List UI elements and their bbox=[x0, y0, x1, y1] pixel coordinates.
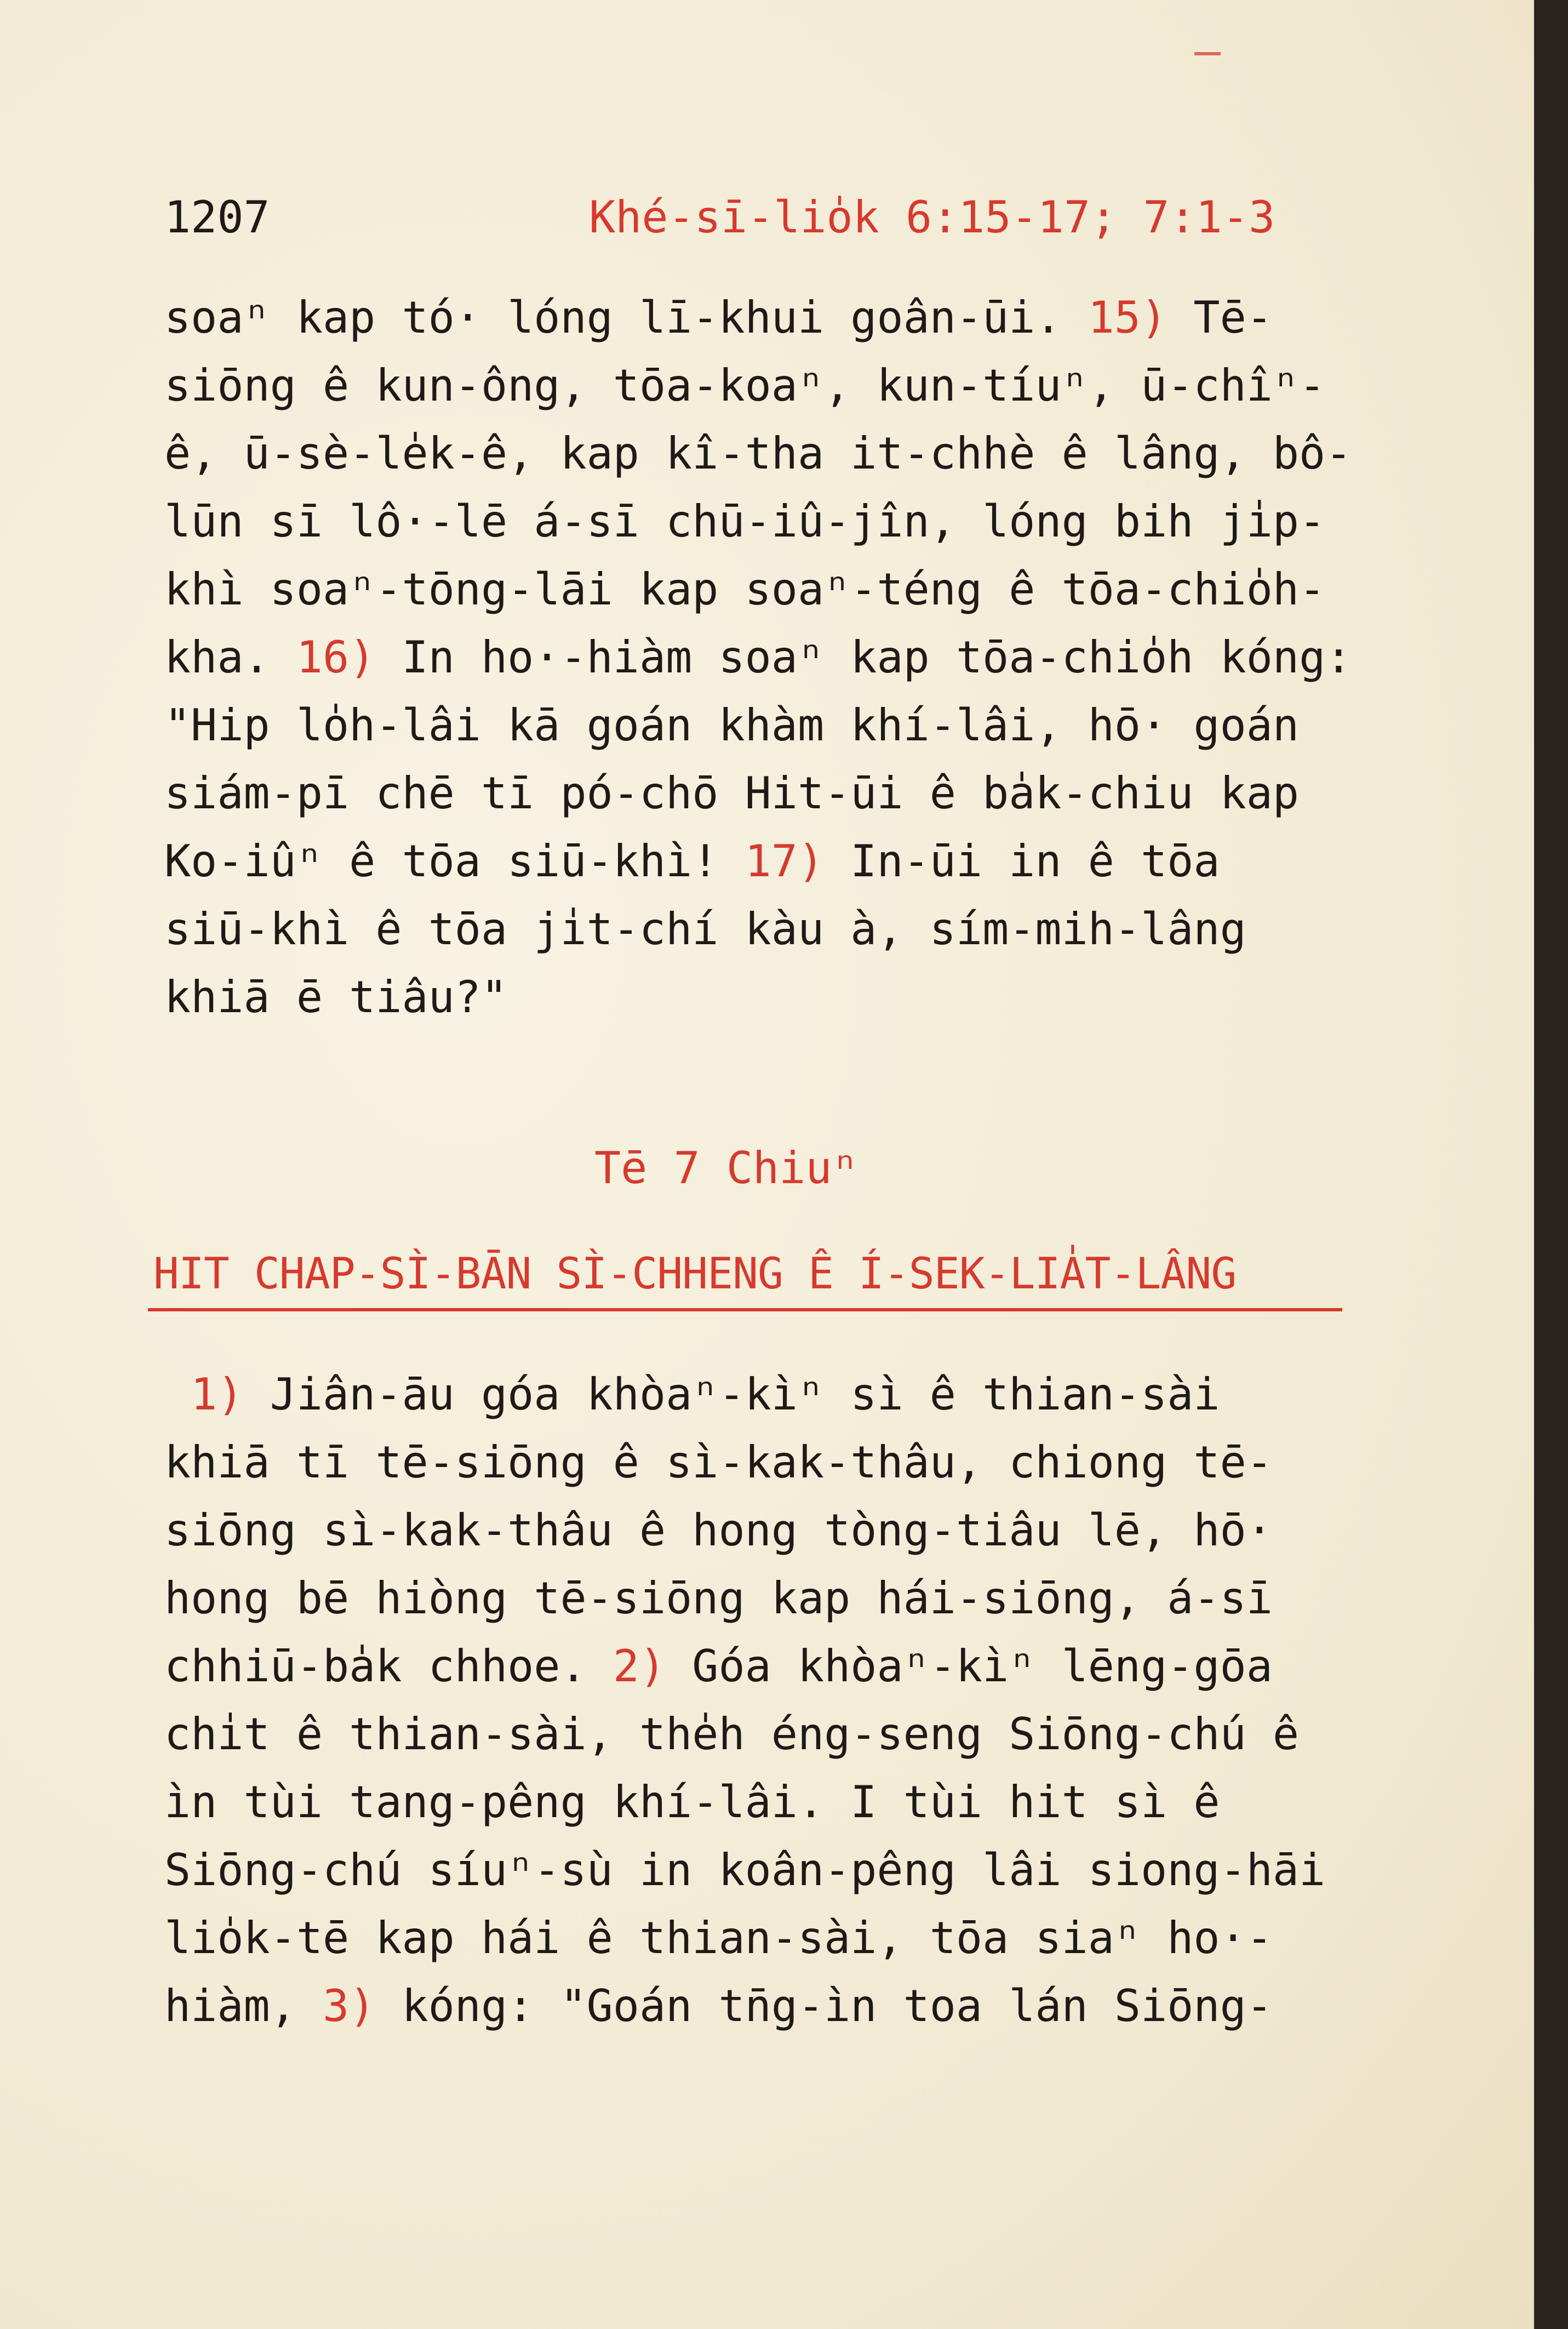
text-segment: ê, ū-sè-le̍k-ê, kap kî-tha it-chhè ê lâng, bô- bbox=[164, 428, 1352, 479]
text-line bbox=[164, 560, 1325, 620]
page-number: 1207 bbox=[164, 192, 270, 243]
text-segment: Jiân-āu góa khòaⁿ-kìⁿ sì ê thian-sài bbox=[243, 1369, 1220, 1420]
text-segment: In ho·-hiàm soaⁿ kap tōa-chio̍h kóng: bbox=[375, 632, 1352, 683]
verse-number: 1) bbox=[191, 1369, 244, 1420]
text-segment: chi̍t ê thian-sài, the̍h éng-seng Siōng-chú ê bbox=[164, 1709, 1300, 1760]
text-line bbox=[164, 492, 1325, 552]
verse-number: 2) bbox=[613, 1641, 666, 1692]
text-segment: Tē- bbox=[1167, 292, 1273, 343]
margin-mark bbox=[1194, 52, 1221, 55]
text-segment: Góa khòaⁿ-kìⁿ lēng-gōa bbox=[666, 1641, 1273, 1692]
verse-number: 15) bbox=[1088, 292, 1168, 343]
section-underline bbox=[148, 1308, 1342, 1311]
text-segment: In-ūi in ê tōa bbox=[824, 836, 1220, 887]
text-segment: kóng: "Goán tn̄g-ìn toa lán Siōng- bbox=[375, 1980, 1273, 2031]
text-line bbox=[164, 1772, 1220, 1833]
running-header: Khé-sī-lio̍k 6:15-17; 7:1-3 bbox=[589, 192, 1275, 243]
text-line bbox=[164, 356, 1325, 416]
verse-number: 16) bbox=[296, 632, 376, 683]
section-title: HIT CHAP-SÌ-BĀN SÌ-CHHENG Ê Í-SEK-LIA̍T-LÂNG bbox=[153, 1249, 1237, 1299]
text-segment: hong bē hiòng tē-siōng kap hái-siōng, á-sī bbox=[164, 1573, 1273, 1624]
text-line bbox=[164, 1432, 1273, 1493]
text-line bbox=[164, 1365, 1220, 1425]
text-segment bbox=[164, 1369, 191, 1420]
text-line bbox=[164, 1840, 1325, 1900]
text-line bbox=[164, 424, 1352, 484]
text-segment: Ko-iûⁿ ê tōa siū-khì! bbox=[164, 836, 745, 887]
chapter-heading: Tē 7 Chiuⁿ bbox=[594, 1143, 859, 1194]
text-segment: khiā ē tiâu?" bbox=[164, 972, 508, 1023]
text-segment: lūn sī lô·-lē á-sī chū-iû-jîn, lóng bih ji̍p- bbox=[164, 496, 1326, 547]
text-line bbox=[164, 695, 1299, 756]
verse-number: 17) bbox=[745, 836, 825, 887]
text-line bbox=[164, 831, 1220, 892]
text-line bbox=[164, 1908, 1273, 1968]
text-line bbox=[164, 1976, 1273, 2036]
text-segment: khì soaⁿ-tōng-lāi kap soaⁿ-téng ê tōa-chio̍h- bbox=[164, 564, 1326, 615]
text-line bbox=[164, 288, 1273, 348]
text-segment: hiàm, bbox=[164, 1980, 323, 2031]
text-segment: siū-khì ê tōa ji̍t-chí kàu à, sím-mih-lâng bbox=[164, 904, 1246, 955]
text-segment: Siōng-chú síuⁿ-sù in koân-pêng lâi siong-hāi bbox=[164, 1845, 1326, 1896]
text-line bbox=[164, 763, 1299, 824]
text-segment: siám-pī chē tī pó-chō Hit-ūi ê ba̍k-chiu kap bbox=[164, 768, 1300, 819]
text-segment: lio̍k-tē kap hái ê thian-sài, tōa siaⁿ ho·- bbox=[164, 1913, 1273, 1963]
text-segment: "Hip lo̍h-lâi kā goán khàm khí-lâi, hō· goán bbox=[164, 700, 1300, 751]
text-line bbox=[164, 899, 1246, 960]
text-line bbox=[164, 967, 507, 1028]
text-line bbox=[164, 627, 1352, 688]
text-line bbox=[164, 1568, 1273, 1629]
text-line bbox=[164, 1704, 1299, 1765]
text-segment: khiā tī tē-siōng ê sì-kak-thâu, chiong tē- bbox=[164, 1437, 1273, 1488]
text-segment: soaⁿ kap tó· lóng lī-khui goân-ūi. bbox=[164, 292, 1088, 343]
text-segment: kha. bbox=[164, 632, 296, 683]
verse-number: 3) bbox=[322, 1980, 376, 2031]
text-line bbox=[164, 1636, 1273, 1697]
text-segment: siōng sì-kak-thâu ê hong tòng-tiâu lē, hō· bbox=[164, 1505, 1273, 1556]
text-line bbox=[164, 1500, 1273, 1561]
page-header bbox=[164, 192, 1424, 252]
text-segment: chhiū-ba̍k chhoe. bbox=[164, 1641, 613, 1692]
text-segment: ìn tùi tang-pêng khí-lâi. I tùi hit sì ê bbox=[164, 1777, 1220, 1828]
text-segment: siōng ê kun-ông, tōa-koaⁿ, kun-tíuⁿ, ū-chîⁿ- bbox=[164, 360, 1326, 411]
